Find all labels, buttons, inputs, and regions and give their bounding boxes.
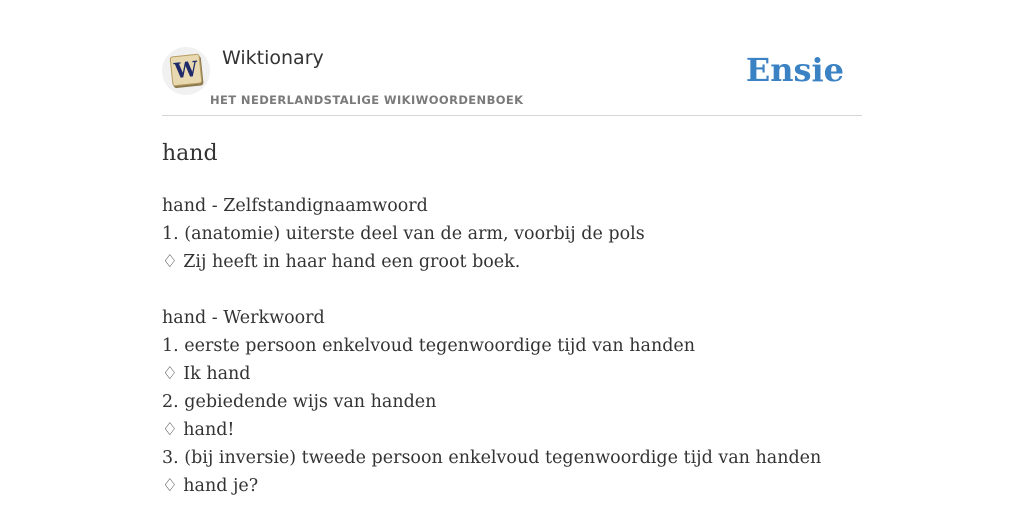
- entry-heading: hand - Werkwoord: [162, 308, 325, 328]
- ensie-brand-link[interactable]: Ensie: [745, 51, 844, 89]
- example: ♢ Zij heeft in haar hand een groot boek.: [162, 252, 521, 272]
- definition: 2. gebiedende wijs van handen: [162, 392, 437, 412]
- entries: [162, 192, 862, 500]
- example: ♢ Ik hand: [162, 364, 251, 384]
- entry-spacer: [162, 276, 862, 304]
- example: ♢ hand je?: [162, 476, 259, 496]
- definition: 1. eerste persoon enkelvoud tegenwoordige tijd van handen: [162, 336, 696, 356]
- word-title: hand: [162, 141, 218, 166]
- page: [162, 0, 862, 512]
- wiktionary-logo-icon[interactable]: [162, 47, 210, 95]
- entry-noun: [162, 192, 862, 276]
- entry-verb: [162, 304, 862, 500]
- site-subtitle: HET NEDERLANDSTALIGE WIKIWOORDENBOEK: [210, 93, 524, 107]
- logo-tile: [170, 54, 203, 87]
- example: ♢ hand!: [162, 420, 235, 440]
- site-title[interactable]: Wiktionary: [222, 47, 324, 69]
- definition: 1. (anatomie) uiterste deel van de arm, voorbij de pols: [162, 224, 645, 244]
- definition: 3. (bij inversie) tweede persoon enkelvoud tegenwoordige tijd van handen: [162, 448, 822, 468]
- entry-heading: hand - Zelfstandignaamwoord: [162, 196, 428, 216]
- logo-letter: W: [172, 55, 199, 84]
- site-header: [162, 0, 862, 116]
